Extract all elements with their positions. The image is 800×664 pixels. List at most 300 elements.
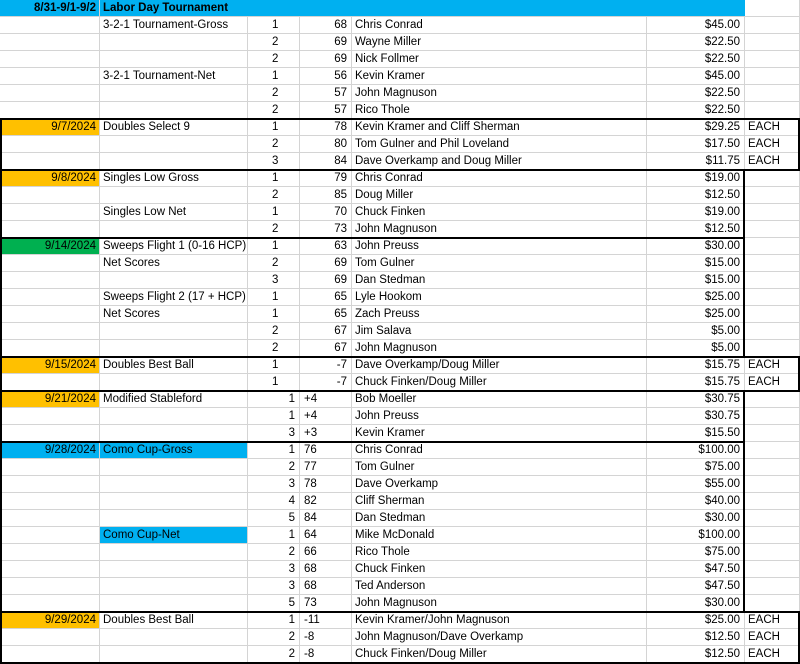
each-cell[interactable] bbox=[745, 425, 800, 442]
each-cell[interactable] bbox=[745, 170, 800, 187]
event-cell[interactable] bbox=[100, 459, 248, 476]
each-cell[interactable] bbox=[745, 306, 800, 323]
prize-cell[interactable]: $15.00 bbox=[647, 272, 745, 289]
score-cell[interactable]: 79 bbox=[300, 170, 352, 187]
prize-cell[interactable]: $19.00 bbox=[647, 204, 745, 221]
name-cell[interactable]: Chris Conrad bbox=[352, 442, 647, 459]
each-cell[interactable] bbox=[745, 476, 800, 493]
date-cell[interactable] bbox=[0, 578, 100, 595]
table-row bbox=[0, 493, 800, 510]
prize-cell[interactable]: $47.50 bbox=[647, 578, 745, 595]
table-row bbox=[0, 510, 800, 527]
score-cell[interactable]: 82 bbox=[300, 493, 352, 510]
each-cell[interactable]: EACH bbox=[745, 357, 800, 374]
event-cell[interactable] bbox=[100, 187, 248, 204]
prize-cell[interactable]: $22.50 bbox=[647, 85, 745, 102]
place-cell[interactable]: 1 bbox=[248, 612, 300, 629]
score-cell[interactable]: 63 bbox=[300, 238, 352, 255]
name-cell[interactable]: Jim Salava bbox=[352, 323, 647, 340]
name-cell[interactable]: John Magnuson bbox=[352, 595, 647, 612]
name-cell[interactable]: Dan Stedman bbox=[352, 272, 647, 289]
place-cell[interactable]: 2 bbox=[248, 85, 300, 102]
place-cell[interactable]: 2 bbox=[248, 544, 300, 561]
each-cell[interactable]: EACH bbox=[745, 646, 800, 663]
prize-cell[interactable]: $12.50 bbox=[647, 646, 745, 663]
each-cell[interactable]: EACH bbox=[745, 374, 800, 391]
score-cell[interactable]: 85 bbox=[300, 187, 352, 204]
date-cell[interactable]: 9/7/2024 bbox=[0, 119, 100, 136]
date-cell[interactable]: 9/8/2024 bbox=[0, 170, 100, 187]
each-cell[interactable] bbox=[745, 68, 800, 85]
date-cell[interactable] bbox=[0, 493, 100, 510]
name-cell[interactable]: Chris Conrad bbox=[352, 170, 647, 187]
each-cell[interactable] bbox=[745, 323, 800, 340]
date-cell[interactable]: 9/28/2024 bbox=[0, 442, 100, 459]
event-cell[interactable] bbox=[100, 646, 248, 663]
each-cell[interactable] bbox=[745, 544, 800, 561]
name-cell[interactable]: Kevin Kramer/John Magnuson bbox=[352, 612, 647, 629]
prize-cell[interactable]: $30.00 bbox=[647, 595, 745, 612]
date-cell[interactable] bbox=[0, 272, 100, 289]
each-cell[interactable] bbox=[745, 17, 800, 34]
name-cell[interactable]: Mike McDonald bbox=[352, 527, 647, 544]
each-cell[interactable] bbox=[745, 340, 800, 357]
date-cell[interactable] bbox=[0, 561, 100, 578]
event-cell[interactable]: Net Scores bbox=[100, 306, 248, 323]
score-cell[interactable]: 57 bbox=[300, 85, 352, 102]
date-cell[interactable]: 9/29/2024 bbox=[0, 612, 100, 629]
event-cell[interactable] bbox=[100, 476, 248, 493]
event-cell[interactable] bbox=[100, 629, 248, 646]
prize-cell[interactable]: $25.00 bbox=[647, 306, 745, 323]
each-cell[interactable] bbox=[745, 187, 800, 204]
event-cell[interactable] bbox=[100, 425, 248, 442]
date-cell[interactable] bbox=[0, 255, 100, 272]
date-cell[interactable] bbox=[0, 102, 100, 119]
each-cell[interactable]: EACH bbox=[745, 153, 800, 170]
score-cell[interactable]: 69 bbox=[300, 255, 352, 272]
table-row bbox=[0, 204, 800, 221]
table-row bbox=[0, 136, 800, 153]
score-cell[interactable]: 67 bbox=[300, 340, 352, 357]
event-cell[interactable] bbox=[100, 221, 248, 238]
date-cell[interactable] bbox=[0, 527, 100, 544]
score-cell[interactable]: 68 bbox=[300, 17, 352, 34]
score-cell[interactable]: -11 bbox=[300, 612, 352, 629]
place-cell[interactable]: 1 bbox=[248, 374, 300, 391]
place-cell[interactable]: 1 bbox=[248, 238, 300, 255]
event-cell[interactable] bbox=[100, 85, 248, 102]
prize-cell[interactable]: $30.00 bbox=[647, 510, 745, 527]
table-row bbox=[0, 561, 800, 578]
score-cell[interactable]: 66 bbox=[300, 544, 352, 561]
date-cell[interactable] bbox=[0, 34, 100, 51]
prize-cell[interactable] bbox=[647, 0, 745, 17]
place-cell[interactable]: 1 bbox=[248, 68, 300, 85]
place-cell[interactable]: 5 bbox=[248, 510, 300, 527]
place-cell[interactable]: 2 bbox=[248, 102, 300, 119]
name-cell[interactable]: Tom Gulner and Phil Loveland bbox=[352, 136, 647, 153]
place-cell[interactable]: 2 bbox=[248, 323, 300, 340]
event-cell[interactable]: Singles Low Gross bbox=[100, 170, 248, 187]
each-cell[interactable] bbox=[745, 527, 800, 544]
name-cell[interactable]: Lyle Hookom bbox=[352, 289, 647, 306]
prize-cell[interactable]: $30.75 bbox=[647, 391, 745, 408]
prize-cell[interactable]: $55.00 bbox=[647, 476, 745, 493]
table-row bbox=[0, 187, 800, 204]
date-cell[interactable] bbox=[0, 408, 100, 425]
name-cell[interactable]: Dave Overkamp bbox=[352, 476, 647, 493]
name-cell[interactable]: Cliff Sherman bbox=[352, 493, 647, 510]
place-cell[interactable]: 1 bbox=[248, 204, 300, 221]
score-cell[interactable]: 68 bbox=[300, 578, 352, 595]
prize-cell[interactable]: $22.50 bbox=[647, 102, 745, 119]
each-cell[interactable] bbox=[745, 204, 800, 221]
place-cell[interactable]: 1 bbox=[248, 527, 300, 544]
event-cell[interactable] bbox=[100, 340, 248, 357]
place-cell[interactable]: 2 bbox=[248, 459, 300, 476]
each-cell[interactable] bbox=[745, 391, 800, 408]
date-cell[interactable] bbox=[0, 544, 100, 561]
name-cell[interactable]: Chuck Finken bbox=[352, 204, 647, 221]
score-cell[interactable]: 80 bbox=[300, 136, 352, 153]
place-cell[interactable]: 3 bbox=[248, 425, 300, 442]
date-cell[interactable]: 8/31-9/1-9/2 bbox=[0, 0, 100, 17]
each-cell[interactable] bbox=[745, 510, 800, 527]
date-cell[interactable] bbox=[0, 289, 100, 306]
prize-cell[interactable]: $22.50 bbox=[647, 34, 745, 51]
date-cell[interactable]: 9/14/2024 bbox=[0, 238, 100, 255]
score-cell[interactable]: +4 bbox=[300, 408, 352, 425]
date-cell[interactable] bbox=[0, 17, 100, 34]
name-cell[interactable]: Chuck Finken/Doug Miller bbox=[352, 374, 647, 391]
each-cell[interactable] bbox=[745, 255, 800, 272]
place-cell[interactable]: 2 bbox=[248, 221, 300, 238]
event-cell[interactable] bbox=[100, 561, 248, 578]
event-cell[interactable] bbox=[100, 408, 248, 425]
name-cell[interactable]: Bob Moeller bbox=[352, 391, 647, 408]
date-cell[interactable] bbox=[0, 340, 100, 357]
prize-cell[interactable]: $100.00 bbox=[647, 527, 745, 544]
prize-cell[interactable]: $12.50 bbox=[647, 187, 745, 204]
place-cell[interactable]: 1 bbox=[248, 306, 300, 323]
event-cell[interactable] bbox=[100, 102, 248, 119]
event-cell[interactable] bbox=[100, 136, 248, 153]
name-cell[interactable]: Wayne Miller bbox=[352, 34, 647, 51]
name-cell[interactable]: Ted Anderson bbox=[352, 578, 647, 595]
each-cell[interactable] bbox=[745, 442, 800, 459]
prize-cell[interactable]: $100.00 bbox=[647, 442, 745, 459]
score-cell[interactable]: 65 bbox=[300, 289, 352, 306]
date-cell[interactable] bbox=[0, 306, 100, 323]
place-cell[interactable]: 2 bbox=[248, 255, 300, 272]
place-cell[interactable]: 2 bbox=[248, 187, 300, 204]
each-cell[interactable] bbox=[745, 221, 800, 238]
table-row bbox=[0, 527, 800, 544]
place-cell[interactable]: 3 bbox=[248, 153, 300, 170]
date-cell[interactable] bbox=[0, 374, 100, 391]
table-row bbox=[0, 170, 800, 187]
table-row bbox=[0, 578, 800, 595]
date-cell[interactable] bbox=[0, 459, 100, 476]
date-cell[interactable] bbox=[0, 476, 100, 493]
event-cell[interactable]: Sweeps Flight 1 (0-16 HCP) bbox=[100, 238, 248, 255]
table-row bbox=[0, 357, 800, 374]
prize-cell[interactable]: $30.75 bbox=[647, 408, 745, 425]
score-cell[interactable]: 68 bbox=[300, 561, 352, 578]
name-cell[interactable]: Kevin Kramer bbox=[352, 68, 647, 85]
event-cell[interactable]: Doubles Best Ball bbox=[100, 612, 248, 629]
table-row bbox=[0, 102, 800, 119]
score-cell[interactable]: 84 bbox=[300, 510, 352, 527]
event-cell[interactable]: Doubles Select 9 bbox=[100, 119, 248, 136]
table-row bbox=[0, 612, 800, 629]
date-cell[interactable] bbox=[0, 187, 100, 204]
prize-cell[interactable]: $11.75 bbox=[647, 153, 745, 170]
score-cell[interactable]: 76 bbox=[300, 442, 352, 459]
name-cell[interactable]: John Magnuson/Dave Overkamp bbox=[352, 629, 647, 646]
place-cell[interactable]: 3 bbox=[248, 561, 300, 578]
prize-cell[interactable]: $5.00 bbox=[647, 340, 745, 357]
date-cell[interactable] bbox=[0, 629, 100, 646]
event-cell[interactable]: Singles Low Net bbox=[100, 204, 248, 221]
table-row bbox=[0, 34, 800, 51]
each-cell[interactable]: EACH bbox=[745, 629, 800, 646]
date-cell[interactable] bbox=[0, 68, 100, 85]
prize-cell[interactable]: $25.00 bbox=[647, 612, 745, 629]
event-cell[interactable]: Sweeps Flight 2 (17 + HCP) bbox=[100, 289, 248, 306]
score-cell[interactable]: -8 bbox=[300, 646, 352, 663]
prize-cell[interactable]: $19.00 bbox=[647, 170, 745, 187]
date-cell[interactable] bbox=[0, 646, 100, 663]
each-cell[interactable] bbox=[745, 459, 800, 476]
each-cell[interactable] bbox=[745, 578, 800, 595]
table-row bbox=[0, 459, 800, 476]
event-cell[interactable] bbox=[100, 323, 248, 340]
name-cell[interactable]: Nick Follmer bbox=[352, 51, 647, 68]
event-cell[interactable]: Modified Stableford bbox=[100, 391, 248, 408]
date-cell[interactable] bbox=[0, 595, 100, 612]
name-cell[interactable]: John Preuss bbox=[352, 238, 647, 255]
place-cell[interactable]: 2 bbox=[248, 51, 300, 68]
name-cell[interactable]: Rico Thole bbox=[352, 544, 647, 561]
event-cell[interactable] bbox=[100, 544, 248, 561]
name-cell[interactable]: Kevin Kramer bbox=[352, 425, 647, 442]
event-cell[interactable] bbox=[100, 153, 248, 170]
name-cell[interactable]: Zach Preuss bbox=[352, 306, 647, 323]
event-cell[interactable] bbox=[100, 374, 248, 391]
place-cell[interactable]: 3 bbox=[248, 272, 300, 289]
each-cell[interactable] bbox=[745, 272, 800, 289]
place-cell[interactable]: 1 bbox=[248, 289, 300, 306]
table-row bbox=[0, 374, 800, 391]
prize-cell[interactable]: $15.50 bbox=[647, 425, 745, 442]
name-cell[interactable]: Tom Gulner bbox=[352, 459, 647, 476]
score-cell[interactable]: 78 bbox=[300, 119, 352, 136]
place-cell[interactable]: 2 bbox=[248, 34, 300, 51]
prize-cell[interactable]: $75.00 bbox=[647, 544, 745, 561]
name-cell[interactable]: Doug Miller bbox=[352, 187, 647, 204]
score-cell[interactable]: 69 bbox=[300, 272, 352, 289]
event-cell[interactable] bbox=[100, 51, 248, 68]
score-cell[interactable]: 84 bbox=[300, 153, 352, 170]
name-cell[interactable]: Rico Thole bbox=[352, 102, 647, 119]
name-cell[interactable]: Dave Overkamp/Doug Miller bbox=[352, 357, 647, 374]
place-cell[interactable]: 2 bbox=[248, 629, 300, 646]
table-row bbox=[0, 323, 800, 340]
each-cell[interactable] bbox=[745, 408, 800, 425]
table-row bbox=[0, 289, 800, 306]
date-cell[interactable] bbox=[0, 323, 100, 340]
event-cell[interactable]: 3-2-1 Tournament-Net bbox=[100, 68, 248, 85]
event-cell[interactable]: Como Cup-Gross bbox=[100, 442, 248, 459]
name-cell[interactable] bbox=[352, 0, 647, 17]
score-cell[interactable]: 73 bbox=[300, 221, 352, 238]
each-cell[interactable]: EACH bbox=[745, 136, 800, 153]
date-cell[interactable] bbox=[0, 51, 100, 68]
score-cell[interactable]: -7 bbox=[300, 374, 352, 391]
place-cell[interactable]: 2 bbox=[248, 136, 300, 153]
place-cell[interactable]: 5 bbox=[248, 595, 300, 612]
prize-cell[interactable]: $29.25 bbox=[647, 119, 745, 136]
score-cell[interactable]: 64 bbox=[300, 527, 352, 544]
score-cell[interactable]: 78 bbox=[300, 476, 352, 493]
date-cell[interactable]: 9/15/2024 bbox=[0, 357, 100, 374]
score-cell[interactable]: 77 bbox=[300, 459, 352, 476]
event-cell[interactable]: Doubles Best Ball bbox=[100, 357, 248, 374]
place-cell[interactable]: 1 bbox=[248, 408, 300, 425]
place-cell[interactable]: 2 bbox=[248, 340, 300, 357]
score-cell[interactable]: 69 bbox=[300, 34, 352, 51]
table-row bbox=[0, 238, 800, 255]
score-cell[interactable]: 57 bbox=[300, 102, 352, 119]
score-cell[interactable]: 65 bbox=[300, 306, 352, 323]
prize-cell[interactable]: $15.75 bbox=[647, 374, 745, 391]
score-cell[interactable]: 73 bbox=[300, 595, 352, 612]
name-cell[interactable]: John Magnuson bbox=[352, 221, 647, 238]
each-cell[interactable] bbox=[745, 85, 800, 102]
date-cell[interactable] bbox=[0, 204, 100, 221]
event-cell[interactable]: 3-2-1 Tournament-Gross bbox=[100, 17, 248, 34]
event-cell[interactable] bbox=[100, 595, 248, 612]
prize-cell[interactable]: $12.50 bbox=[647, 629, 745, 646]
name-cell[interactable]: Chris Conrad bbox=[352, 17, 647, 34]
score-cell[interactable] bbox=[300, 0, 352, 17]
place-cell[interactable] bbox=[248, 0, 300, 17]
each-cell[interactable] bbox=[745, 289, 800, 306]
score-cell[interactable]: +3 bbox=[300, 425, 352, 442]
each-cell[interactable] bbox=[745, 102, 800, 119]
name-cell[interactable]: John Magnuson bbox=[352, 340, 647, 357]
event-cell[interactable] bbox=[100, 272, 248, 289]
prize-cell[interactable]: $15.00 bbox=[647, 255, 745, 272]
date-cell[interactable] bbox=[0, 85, 100, 102]
prize-cell[interactable]: $12.50 bbox=[647, 221, 745, 238]
table-row bbox=[0, 221, 800, 238]
place-cell[interactable]: 1 bbox=[248, 17, 300, 34]
each-cell[interactable]: EACH bbox=[745, 612, 800, 629]
date-cell[interactable] bbox=[0, 153, 100, 170]
event-cell[interactable] bbox=[100, 34, 248, 51]
date-cell[interactable]: 9/21/2024 bbox=[0, 391, 100, 408]
place-cell[interactable]: 3 bbox=[248, 476, 300, 493]
name-cell[interactable]: Chuck Finken/Doug Miller bbox=[352, 646, 647, 663]
name-cell[interactable]: Chuck Finken bbox=[352, 561, 647, 578]
table-row bbox=[0, 68, 800, 85]
prize-cell[interactable]: $40.00 bbox=[647, 493, 745, 510]
prize-cell[interactable]: $30.00 bbox=[647, 238, 745, 255]
event-cell[interactable] bbox=[100, 493, 248, 510]
date-cell[interactable] bbox=[0, 425, 100, 442]
event-cell[interactable]: Labor Day Tournament bbox=[100, 0, 600, 17]
each-cell[interactable]: EACH bbox=[745, 119, 800, 136]
each-cell[interactable] bbox=[745, 595, 800, 612]
table-row bbox=[0, 408, 800, 425]
prize-cell[interactable]: $22.50 bbox=[647, 51, 745, 68]
prize-cell[interactable]: $45.00 bbox=[647, 68, 745, 85]
date-cell[interactable] bbox=[0, 221, 100, 238]
score-cell[interactable]: +4 bbox=[300, 391, 352, 408]
each-cell[interactable] bbox=[745, 561, 800, 578]
name-cell[interactable]: John Preuss bbox=[352, 408, 647, 425]
event-cell[interactable]: Net Scores bbox=[100, 255, 248, 272]
place-cell[interactable]: 2 bbox=[248, 646, 300, 663]
name-cell[interactable]: Dan Stedman bbox=[352, 510, 647, 527]
prize-cell[interactable]: $17.50 bbox=[647, 136, 745, 153]
score-cell[interactable]: -8 bbox=[300, 629, 352, 646]
place-cell[interactable]: 1 bbox=[248, 391, 300, 408]
place-cell[interactable]: 1 bbox=[248, 119, 300, 136]
place-cell[interactable]: 3 bbox=[248, 578, 300, 595]
prize-cell[interactable]: $45.00 bbox=[647, 17, 745, 34]
score-cell[interactable]: 67 bbox=[300, 323, 352, 340]
score-cell[interactable]: 69 bbox=[300, 51, 352, 68]
name-cell[interactable]: Tom Gulner bbox=[352, 255, 647, 272]
table-row bbox=[0, 340, 800, 357]
score-cell[interactable]: 56 bbox=[300, 68, 352, 85]
each-cell[interactable] bbox=[745, 51, 800, 68]
name-cell[interactable]: Dave Overkamp and Doug Miller bbox=[352, 153, 647, 170]
prize-cell[interactable]: $25.00 bbox=[647, 289, 745, 306]
score-cell[interactable]: 70 bbox=[300, 204, 352, 221]
place-cell[interactable]: 1 bbox=[248, 170, 300, 187]
prize-cell[interactable]: $47.50 bbox=[647, 561, 745, 578]
table-row bbox=[0, 629, 800, 646]
score-cell[interactable]: -7 bbox=[300, 357, 352, 374]
prize-cell[interactable]: $15.75 bbox=[647, 357, 745, 374]
table-row bbox=[0, 442, 800, 459]
each-cell[interactable] bbox=[745, 0, 800, 17]
each-cell[interactable] bbox=[745, 238, 800, 255]
name-cell[interactable]: Kevin Kramer and Cliff Sherman bbox=[352, 119, 647, 136]
prize-cell[interactable]: $5.00 bbox=[647, 323, 745, 340]
event-cell[interactable]: Como Cup-Net bbox=[100, 527, 248, 544]
event-cell[interactable] bbox=[100, 510, 248, 527]
prize-cell[interactable]: $75.00 bbox=[647, 459, 745, 476]
table-row bbox=[0, 17, 800, 34]
event-cell[interactable] bbox=[100, 578, 248, 595]
place-cell[interactable]: 1 bbox=[248, 357, 300, 374]
name-cell[interactable]: John Magnuson bbox=[352, 85, 647, 102]
each-cell[interactable] bbox=[745, 34, 800, 51]
date-cell[interactable] bbox=[0, 136, 100, 153]
table-row bbox=[0, 646, 800, 663]
place-cell[interactable]: 4 bbox=[248, 493, 300, 510]
each-cell[interactable] bbox=[745, 493, 800, 510]
table-row bbox=[0, 391, 800, 408]
date-cell[interactable] bbox=[0, 510, 100, 527]
place-cell[interactable]: 1 bbox=[248, 442, 300, 459]
